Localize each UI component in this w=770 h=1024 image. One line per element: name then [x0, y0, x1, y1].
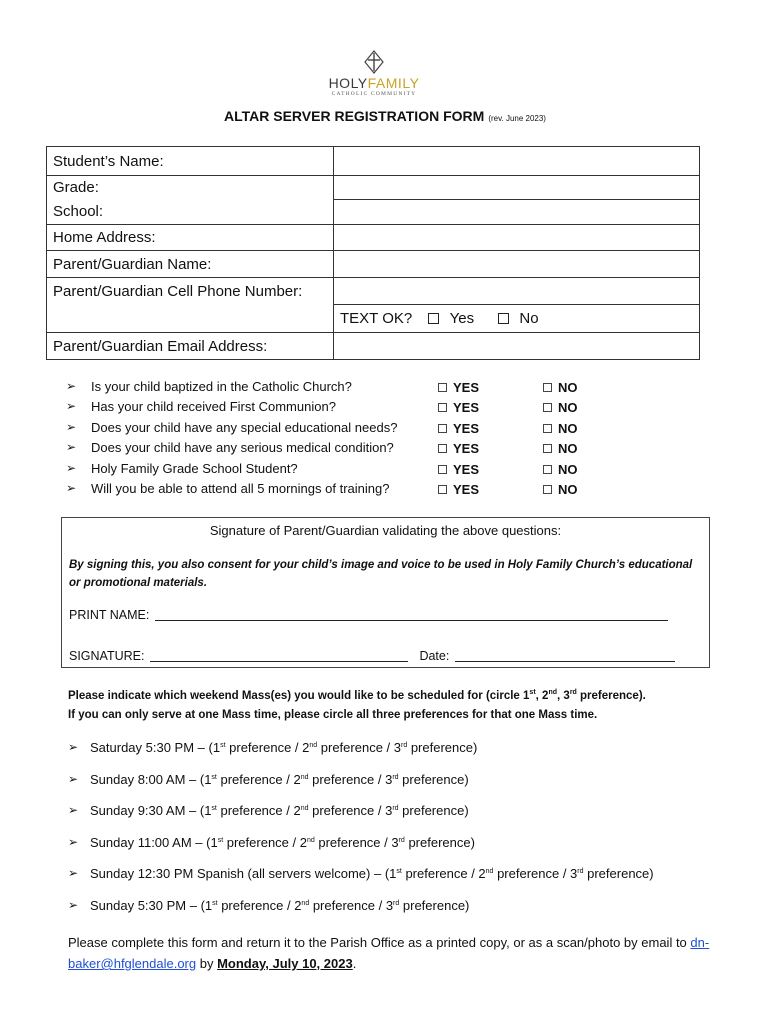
home-address-field[interactable]: [334, 225, 700, 251]
mass-option[interactable]: [68, 801, 748, 833]
no-option[interactable]: [543, 482, 578, 497]
no-checkbox[interactable]: [543, 444, 552, 453]
no-label: NO: [558, 400, 578, 416]
arrow-bullet-icon: ➢: [68, 866, 79, 881]
question-text: Will you be able to attend all 5 mornings of training?: [91, 480, 390, 496]
text-no-checkbox[interactable]: [498, 313, 509, 324]
pref-text: preference / 3: [308, 771, 393, 787]
sup-rd: rd: [400, 742, 408, 749]
sup-rd: rd: [392, 805, 399, 813]
sup-st: st: [212, 899, 218, 907]
return-instructions: [68, 932, 728, 974]
phone-spacer: [47, 305, 334, 333]
closing-text: .: [352, 956, 357, 971]
sup-rd: rd: [569, 689, 577, 696]
email-link[interactable]: dn-baker@hfglendale.org: [68, 935, 710, 971]
pref-text: preference / 2: [225, 740, 310, 755]
cross-diamond-icon: [364, 50, 384, 74]
date-line[interactable]: [455, 649, 675, 662]
question-text: Holy Family Grade School Student?: [91, 460, 298, 476]
mass-option[interactable]: [68, 864, 748, 896]
school-label: School:: [47, 200, 334, 225]
pref-text: preference / 2: [223, 834, 307, 850]
yes-label: YES: [453, 400, 480, 416]
print-name-line[interactable]: [155, 608, 668, 621]
deadline-date: Monday, July 10, 2023: [217, 956, 353, 971]
form-title-text: ALTAR SERVER REGISTRATION FORM: [224, 108, 485, 124]
yes-label: YES: [453, 420, 480, 436]
yes-checkbox[interactable]: [438, 403, 447, 412]
arrow-bullet-icon: ➢: [66, 419, 77, 434]
no-option[interactable]: [543, 441, 578, 456]
signature-row: [69, 649, 675, 663]
pref-text: preference / 3: [308, 803, 393, 819]
no-option[interactable]: [543, 421, 578, 436]
yes-label: YES: [453, 481, 480, 497]
school-field[interactable]: [334, 200, 700, 225]
parent-phone-label: Parent/Guardian Cell Phone Number:: [47, 278, 334, 305]
question-row: [66, 418, 626, 438]
no-checkbox[interactable]: [543, 465, 552, 474]
question-row: [66, 397, 626, 417]
intro-text: , 2: [535, 690, 549, 702]
pref-text: preference): [398, 803, 469, 819]
sup-rd: rd: [398, 836, 405, 844]
pref-text: – (1: [194, 740, 221, 755]
yes-option[interactable]: [438, 400, 479, 415]
pref-text: preference / 2: [217, 897, 302, 913]
signature-line[interactable]: [150, 649, 408, 662]
pref-text: preference): [583, 866, 654, 882]
yes-label: YES: [453, 441, 480, 457]
question-row: [66, 479, 626, 499]
grade-label: Grade:: [47, 176, 334, 200]
yes-option[interactable]: [438, 462, 479, 477]
mass-time: Sunday 9:30 AM: [90, 803, 186, 819]
pref-text: – (1: [370, 866, 397, 882]
no-checkbox[interactable]: [543, 383, 552, 392]
yes-option[interactable]: [438, 441, 479, 456]
question-text: Does your child have any special educational needs?: [91, 419, 398, 435]
no-option[interactable]: [543, 400, 578, 415]
pref-text: – (1: [185, 771, 212, 787]
question-text: Is your child baptized in the Catholic Church?: [91, 379, 352, 394]
student-info-table: [46, 146, 700, 360]
question-row: [66, 459, 626, 479]
yes-checkbox[interactable]: [438, 383, 447, 392]
question-text: Has your child received First Communion?: [91, 399, 336, 415]
logo-subtitle: CATHOLIC COMMUNITY: [331, 91, 417, 97]
question-text: Does your child have any serious medical condition?: [91, 440, 394, 456]
mass-option[interactable]: [68, 738, 748, 770]
no-checkbox[interactable]: [543, 403, 552, 412]
pref-text: preference): [407, 740, 478, 755]
sup-rd: rd: [577, 868, 584, 876]
mass-time: Sunday 5:30 PM: [90, 897, 187, 913]
mass-time: Sunday 11:00 AM: [90, 834, 192, 850]
mass-option[interactable]: [68, 770, 748, 802]
intro-text: preference).: [576, 690, 646, 702]
mass-time: Sunday 8:00 AM: [90, 771, 186, 787]
mass-option[interactable]: [68, 833, 748, 865]
signature-label: SIGNATURE:: [69, 649, 145, 663]
arrow-bullet-icon: ➢: [68, 803, 79, 818]
question-row: [66, 377, 626, 397]
mass-times-list: [68, 738, 748, 928]
consent-statement: By signing this, you also consent for your child’s image and voice to be used in Holy Family Church’s educational or promotional materials.: [69, 559, 693, 589]
mass-preference-instructions: [68, 687, 728, 725]
no-label: NO: [558, 380, 578, 395]
sup-st: st: [211, 773, 217, 781]
grade-field[interactable]: [334, 176, 700, 200]
no-label: NO: [558, 420, 578, 436]
pref-text: preference / 3: [309, 897, 394, 913]
sup-st: st: [211, 805, 217, 813]
yes-option[interactable]: [438, 482, 479, 497]
sup-st: st: [220, 742, 226, 749]
sup-nd: nd: [306, 836, 315, 844]
parent-phone-field[interactable]: [334, 278, 700, 305]
pref-text: preference / 2: [401, 866, 486, 882]
print-name-label: PRINT NAME:: [69, 608, 150, 622]
text-no-label: No: [519, 310, 539, 327]
pref-text: – (1: [191, 834, 218, 850]
pref-text: preference / 3: [314, 834, 399, 850]
logo-holy: HOLY: [328, 75, 368, 91]
no-option[interactable]: [543, 462, 578, 477]
pref-text: – (1: [185, 803, 212, 819]
signature-box: [61, 517, 710, 668]
pref-text: – (1: [186, 897, 213, 913]
logo-wordmark: [320, 76, 428, 91]
student-name-field[interactable]: [334, 147, 700, 176]
pref-text: preference): [399, 897, 470, 913]
sup-rd: rd: [393, 899, 400, 907]
no-checkbox[interactable]: [543, 485, 552, 494]
yes-checkbox[interactable]: [438, 465, 447, 474]
text-yes-checkbox[interactable]: [428, 313, 439, 324]
sup-nd: nd: [309, 742, 318, 749]
pref-text: preference / 3: [493, 866, 578, 882]
intro-text: , 3: [557, 690, 570, 702]
sup-st: st: [217, 836, 224, 844]
home-address-label: Home Address:: [47, 225, 334, 251]
arrow-bullet-icon: ➢: [68, 834, 79, 849]
form-title: [0, 108, 770, 124]
yes-label: YES: [453, 380, 480, 395]
no-label: NO: [558, 461, 578, 477]
student-name-label: Student’s Name:: [47, 147, 334, 176]
arrow-bullet-icon: ➢: [66, 399, 77, 414]
no-option[interactable]: [543, 380, 578, 395]
sup-nd: nd: [301, 899, 310, 907]
arrow-bullet-icon: ➢: [66, 440, 77, 455]
yes-no-questions: [66, 377, 626, 499]
sup-nd: nd: [485, 868, 494, 876]
no-label: NO: [558, 441, 578, 457]
sup-nd: nd: [300, 805, 309, 813]
question-row: [66, 438, 626, 458]
yes-option[interactable]: [438, 421, 479, 436]
instruction-line-1: [68, 687, 728, 706]
yes-option[interactable]: [438, 380, 479, 395]
instruction-line-2: If you can only serve at one Mass time, please circle all three preferences for that one Mass time.: [68, 709, 598, 721]
sup-st: st: [529, 689, 536, 696]
yes-checkbox[interactable]: [438, 444, 447, 453]
no-checkbox[interactable]: [543, 424, 552, 433]
arrow-bullet-icon: ➢: [66, 460, 77, 475]
mass-option[interactable]: [68, 896, 748, 928]
form-revision: (rev. June 2023): [488, 114, 546, 123]
closing-text: Please complete this form and return it to the Parish Office as a printed copy, or as a scan/photo by email to: [68, 935, 691, 950]
pref-text: preference / 3: [317, 740, 401, 755]
date-label: Date:: [419, 649, 450, 663]
parent-email-label: Parent/Guardian Email Address:: [47, 333, 334, 360]
logo-family: FAMILY: [367, 75, 420, 91]
arrow-bullet-icon: ➢: [68, 740, 79, 754]
arrow-bullet-icon: ➢: [68, 897, 79, 912]
arrow-bullet-icon: ➢: [66, 480, 77, 495]
text-yes-label: Yes: [449, 310, 475, 327]
parent-email-field[interactable]: [334, 333, 700, 360]
parent-name-label: Parent/Guardian Name:: [47, 251, 334, 278]
sup-nd: nd: [300, 773, 309, 781]
sup-nd: nd: [548, 689, 558, 696]
yes-checkbox[interactable]: [438, 424, 447, 433]
no-label: NO: [558, 481, 578, 497]
pref-text: preference): [404, 834, 475, 850]
pref-text: preference / 2: [216, 771, 301, 787]
signature-heading: Signature of Parent/Guardian validating the above questions:: [209, 523, 562, 538]
yes-checkbox[interactable]: [438, 485, 447, 494]
arrow-bullet-icon: ➢: [66, 379, 77, 393]
sup-rd: rd: [392, 773, 399, 781]
closing-text: by: [196, 956, 218, 971]
mass-time: Sunday 12:30 PM Spanish (all servers welcome): [90, 866, 371, 882]
arrow-bullet-icon: ➢: [68, 771, 79, 786]
print-name-row: [69, 608, 668, 622]
text-ok-label: TEXT OK?: [340, 310, 413, 327]
yes-label: YES: [453, 461, 480, 477]
intro-text: Please indicate which weekend Mass(es) you would like to be scheduled for (circle 1: [68, 690, 530, 702]
pref-text: preference / 2: [216, 803, 301, 819]
mass-time: Saturday 5:30 PM: [90, 740, 195, 755]
sup-st: st: [396, 868, 402, 876]
parent-name-field[interactable]: [334, 251, 700, 278]
holy-family-logo: [320, 50, 428, 100]
pref-text: preference): [398, 771, 469, 787]
text-ok-row: [334, 305, 700, 333]
